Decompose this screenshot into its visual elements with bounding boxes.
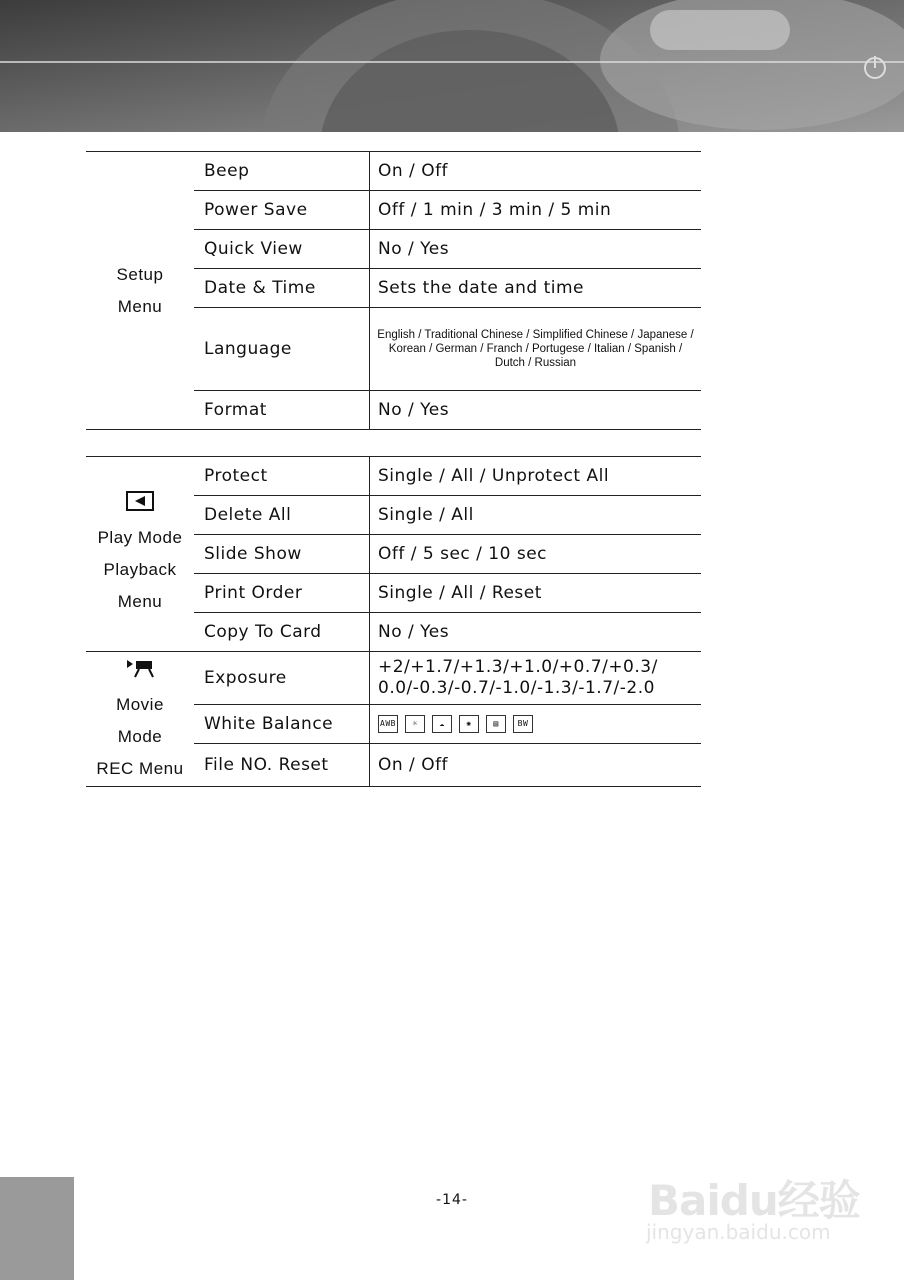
camera-photo-graphic [0,0,904,132]
movie-item: File NO. Reset [194,744,370,787]
play-mode-icon [126,491,154,511]
play-menu-label [86,457,194,652]
setup-value: On / Off [370,152,702,191]
setup-item: Power Save [194,191,370,230]
movie-mode-icon [125,658,155,678]
setup-label-line1: Setup [116,264,164,284]
setup-value: No / Yes [370,230,702,269]
cloud-icon: ☁ [432,715,452,733]
play-value: Single / All [370,496,702,535]
sun-icon: ☼ [405,715,425,733]
setup-item: Date & Time [194,269,370,308]
exposure-line1: +2/+1.7/+1.3/+1.0/+0.7/+0.3/ [378,657,658,677]
play-value: Off / 5 sec / 10 sec [370,535,702,574]
setup-value: No / Yes [370,391,702,430]
watermark-url: jingyan.baidu.com [646,1220,831,1244]
movie-label-line3: REC Menu [96,758,184,778]
setup-value-language: English / Traditional Chinese / Simplified Chinese / Japanese / Korean / German / Franch / Portugese / Italian / Spanish / Dutch / Russian [370,308,702,391]
movie-value: On / Off [370,744,702,787]
movie-value-white-balance [370,705,702,744]
watermark-logo: Baidu经验 [648,1176,860,1225]
header-banner [0,0,904,132]
play-item: Print Order [194,574,370,613]
play-value: Single / All / Unprotect All [370,457,702,496]
play-label-line3: Menu [117,591,163,611]
play-item: Delete All [194,496,370,535]
movie-label-line2: Mode [117,726,163,746]
setup-value: Off / 1 min / 3 min / 5 min [370,191,702,230]
movie-item: White Balance [194,705,370,744]
play-value: No / Yes [370,613,702,652]
setup-item: Format [194,391,370,430]
play-movie-menu-table [86,456,701,787]
movie-label-line1: Movie [116,694,164,714]
setup-menu-label [86,152,194,430]
play-label-line1: Play Mode [97,527,183,547]
setup-label-line2: Menu [117,296,163,316]
setup-menu-table [86,151,701,430]
page-number: -14- [436,1192,468,1208]
play-item: Protect [194,457,370,496]
play-item: Copy To Card [194,613,370,652]
play-label-line2: Playback [103,559,177,579]
awb-icon: AWB [378,715,398,733]
play-item: Slide Show [194,535,370,574]
setup-item: Beep [194,152,370,191]
movie-menu-label [86,652,194,787]
play-value: Single / All / Reset [370,574,702,613]
setup-item: Language [194,308,370,391]
setup-item: Quick View [194,230,370,269]
bw-icon: BW [513,715,533,733]
movie-value-exposure [370,652,702,705]
baidu-watermark [640,1150,860,1250]
movie-item: Exposure [194,652,370,705]
tungsten-icon: ✺ [459,715,479,733]
exposure-line2: 0.0/-0.3/-0.7/-1.0/-1.3/-1.7/-2.0 [378,678,655,698]
setup-value: Sets the date and time [370,269,702,308]
fluorescent-icon: ▤ [486,715,506,733]
